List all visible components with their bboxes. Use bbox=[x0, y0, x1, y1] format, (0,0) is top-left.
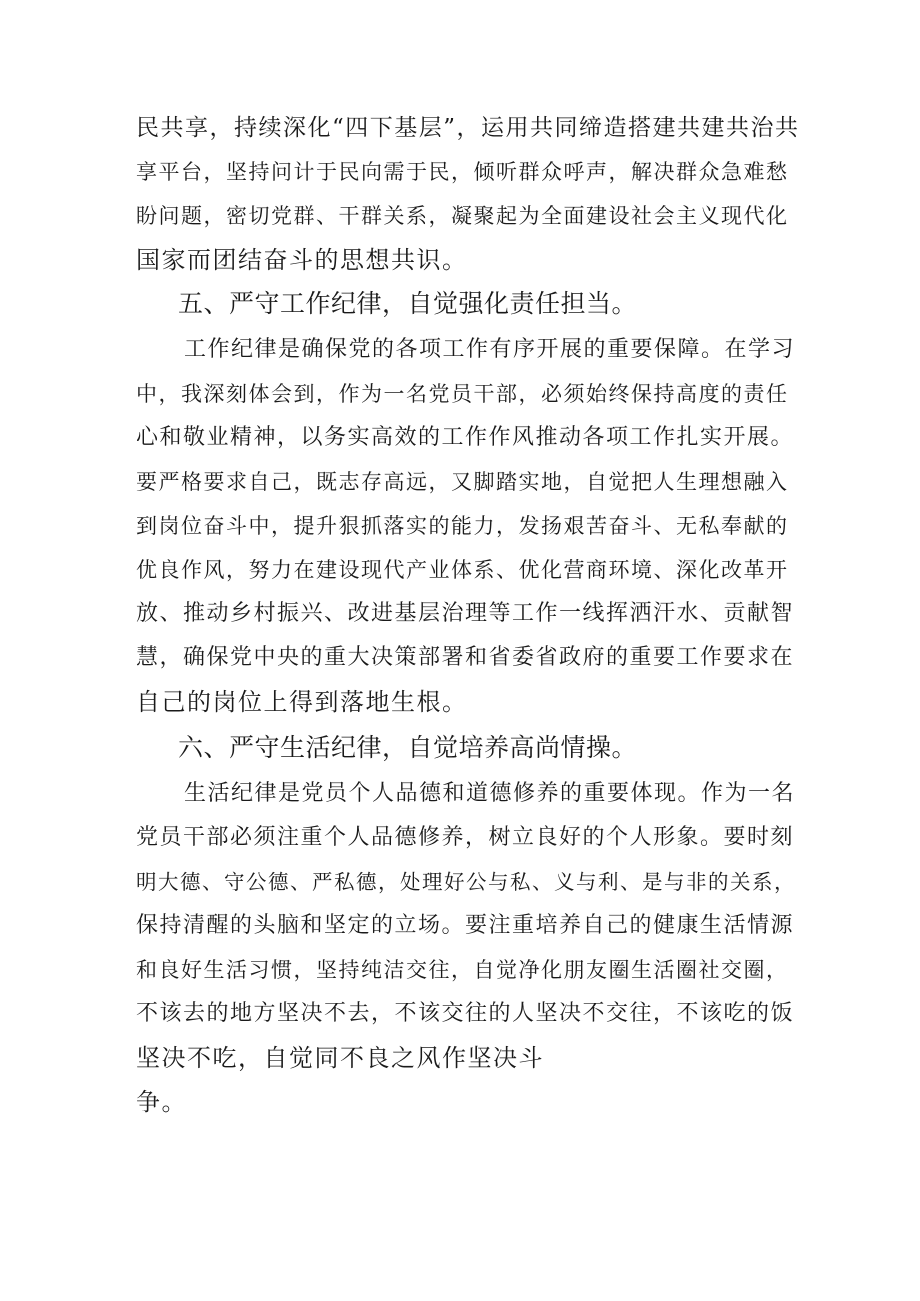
paragraph-line: 优良作风，努力在建设现代产业体系、优化营商环境、深化改革开 bbox=[136, 558, 789, 582]
paragraph-line: 要严格要求自己，既志存高远，又脚踏实地，自觉把人生理想融入 bbox=[136, 470, 789, 494]
paragraph-line: 民共享，持续深化“四下基层”，运用共同缔造搭建共建共治共 bbox=[136, 115, 800, 141]
paragraph-line: 争。 bbox=[136, 1088, 187, 1116]
section-heading-6: 六、严守生活纪律，自觉培养高尚情操。 bbox=[178, 733, 638, 762]
paragraph-line: 盼问题，密切党群、干群关系，凝聚起为全面建设社会主义现代化 bbox=[136, 204, 789, 228]
paragraph-line: 放、推动乡村振兴、改进基层治理等工作一线挥洒汗水、贡献智 bbox=[136, 601, 795, 626]
paragraph-line: 坚决不吃，自觉同不良之风作坚决斗 bbox=[136, 1044, 544, 1072]
paragraph-line: 和良好生活习惯，坚持纯洁交往，自觉净化朋友圈生活圈社交圈， bbox=[136, 958, 789, 982]
paragraph-line: 心和敬业精神，以务实高效的工作作风推动各项工作扎实开展。 bbox=[136, 425, 795, 450]
paragraph-line: 不该去的地方坚决不去，不该交往的人坚决不交往，不该吃的饭 bbox=[136, 1001, 795, 1026]
paragraph-line: 慧，确保党中央的重大决策部署和省委省政府的重要工作要求在 bbox=[136, 645, 795, 670]
paragraph-line: 生活纪律是党员个人品德和道德修养的重要体现。作为一名 bbox=[184, 781, 796, 806]
paragraph-line: 工作纪律是确保党的各项工作有序开展的重要保障。在学习 bbox=[184, 337, 796, 362]
paragraph-line: 明大德、守公德、严私德，处理好公与私、义与利、是与非的关系， bbox=[136, 870, 796, 894]
paragraph-line: 到岗位奋斗中，提升狠抓落实的能力，发扬艰苦奋斗、无私奉献的 bbox=[136, 514, 789, 538]
paragraph-line: 国家而团结奋斗的思想共识。 bbox=[136, 246, 468, 274]
paragraph-line: 中，我深刻体会到，作为一名党员干部，必须始终保持高度的责任 bbox=[136, 382, 789, 406]
paragraph-line: 保持清醒的头脑和坚定的立场。要注重培养自己的健康生活情源 bbox=[136, 913, 795, 938]
paragraph-line: 享平台，坚持问计于民向需于民，倾听群众呼声，解决群众急难愁 bbox=[136, 160, 789, 184]
paragraph-line: 党员干部必须注重个人品德修养，树立良好的个人形象。要时刻 bbox=[136, 825, 795, 850]
paragraph-line: 自己的岗位上得到落地生根。 bbox=[136, 688, 468, 716]
section-heading-5: 五、严守工作纪律，自觉强化责任担当。 bbox=[178, 289, 638, 318]
